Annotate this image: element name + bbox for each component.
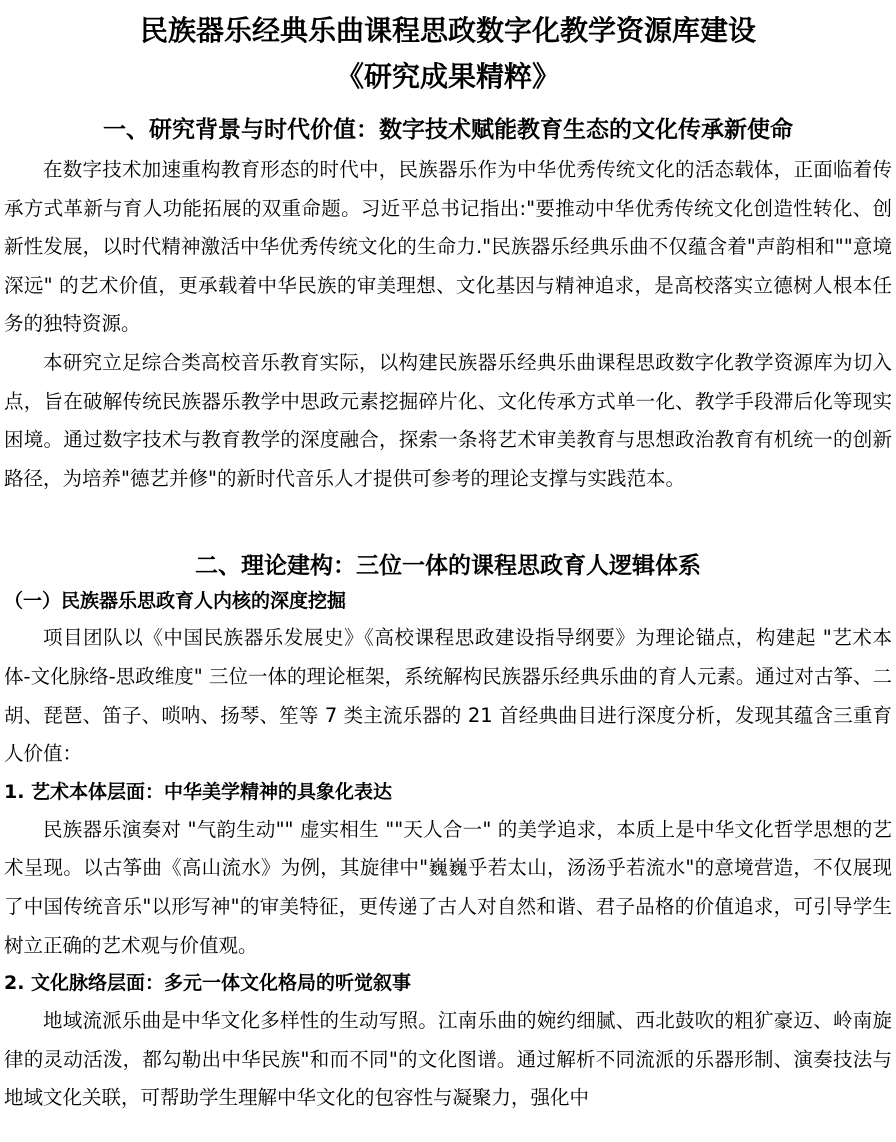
item-2-heading: 2. 文化脉络层面：多元一体文化格局的听觉叙事 bbox=[4, 972, 412, 995]
section-1-heading: 一、研究背景与时代价值：数字技术赋能教育生态的文化传承新使命 bbox=[103, 117, 793, 143]
document-subtitle: 《研究成果精粹》 bbox=[335, 60, 560, 93]
item-1-paragraph: 民族器乐演奏对 "气韵生动"" 虚实相生 ""天人合一" 的美学追求，本质上是中华文化哲学思想的艺术呈现。以古筝曲《高山流水》为例，其旋律中"巍巍乎若太山，汤汤乎若流水"的意境营造，不仅展现了中国传统音乐"以形写神"的审美特征，更传递了古人对自然和谐、君子品格的价值追求，可引导学生树立正确的艺术观与价值观。 bbox=[4, 817, 892, 957]
document-title: 民族器乐经典乐曲课程思政数字化教学资源库建设 bbox=[139, 14, 756, 47]
section-gap bbox=[4, 498, 892, 538]
section-1-paragraph-1: 在数字技术加速重构教育形态的时代中，民族器乐作为中华优秀传统文化的活态载体，正面临着传承方式革新与育人功能拓展的双重命题。习近平总书记指出:"要推动中华优秀传统文化创造性转化、创新性发展，以时代精神激活中华优秀传统文化的生命力."民族器乐经典乐曲不仅蕴含着"声韵相和""意境深远" 的艺术价值，更承载着中华民族的审美理想、文化基因与精神追求，是高校落实立德树人根本任务的独特资源。 bbox=[4, 158, 892, 336]
subsection-1-heading: （一）民族器乐思政育人内核的深度挖掘 bbox=[4, 590, 347, 613]
item-2-paragraph: 地域流派乐曲是中华文化多样性的生动写照。江南乐曲的婉约细腻、西北鼓吹的粗犷豪迈、岭南旋律的灵动活泼，都勾勒出中华民族"和而不同"的文化图谱。通过解析不同流派的乐器形制、演奏技法与地域文化关联，可帮助学生理解中华文化的包容性与凝聚力，强化中 bbox=[4, 1009, 892, 1110]
section-2-heading: 二、理论建构：三位一体的课程思政育人逻辑体系 bbox=[195, 553, 701, 580]
subsection-1-paragraph: 项目团队以《中国民族器乐发展史》《高校课程思政建设指导纲要》为理论锚点，构建起 "艺术本体-文化脉络-思政维度" 三位一体的理论框架，系统解构民族器乐经典乐曲的育人元素。通过对古筝、二胡、琵琶、笛子、唢呐、扬琴、笙等 7 类主流乐器的 21 首经典曲目进行深度分析，发现其蕴含三重育人价值： bbox=[4, 626, 892, 766]
section-1-paragraph-2: 本研究立足综合类高校音乐教育实际，以构建民族器乐经典乐曲课程思政数字化教学资源库为切入点，旨在破解传统民族器乐教学中思政元素挖掘碎片化、文化传承方式单一化、教学手段滞后化等现实困境。通过数字技术与教育教学的深度融合，探索一条将艺术审美教育与思想政治教育有机统一的创新路径，为培养"德艺并修"的新时代音乐人才提供可参考的理论支撑与实践范本。 bbox=[4, 350, 892, 490]
item-1-heading: 1. 艺术本体层面：中华美学精神的具象化表达 bbox=[4, 780, 393, 803]
